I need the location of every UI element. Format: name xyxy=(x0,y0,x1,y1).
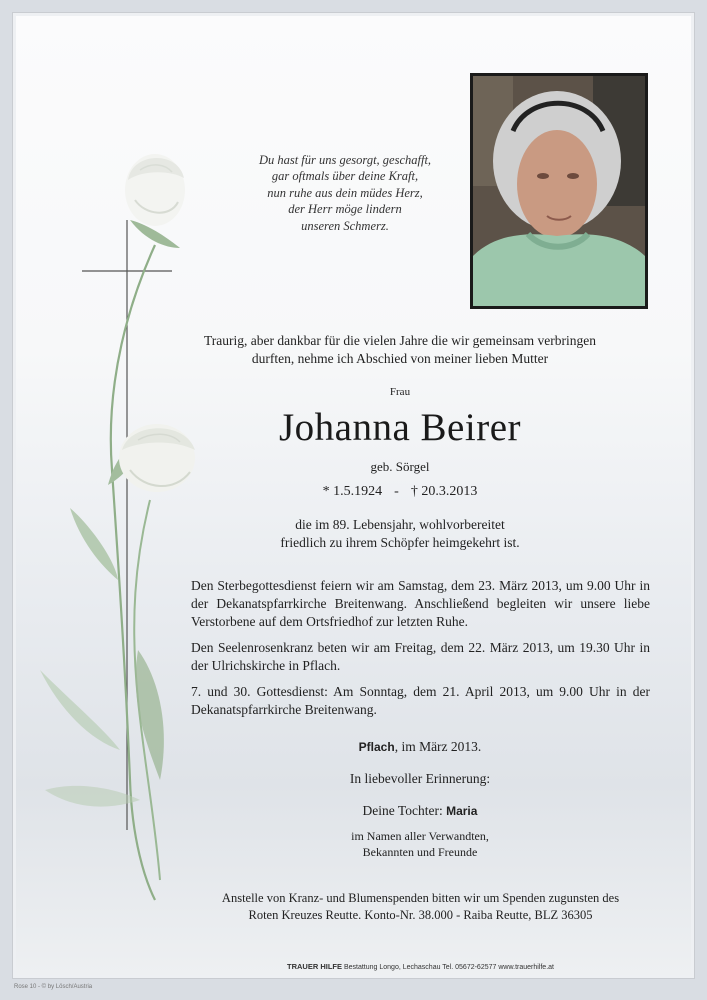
portrait-photo xyxy=(470,73,648,309)
salutation: Frau xyxy=(389,386,411,398)
poem-line: Du hast für uns gesorgt, geschafft, xyxy=(258,153,432,167)
age-line: die im 89. Lebensjahr, wohlvorbereitet xyxy=(295,517,505,532)
death-date: † 20.3.2013 xyxy=(410,484,478,499)
place-date xyxy=(230,738,610,756)
closing-block xyxy=(230,738,610,860)
poem-line: der Herr möge lindern xyxy=(288,202,402,217)
daughter-label: Deine Tochter: xyxy=(362,803,447,818)
memorial-mass-paragraph: 7. und 30. Gottesdienst: Am Sonntag, dem 21. April 2013, um 9.00 Uhr in der Dekanatspfarrkirche Breitenwang. xyxy=(191,684,650,717)
birth-date: * 1.5.1924 xyxy=(322,484,383,499)
poem xyxy=(240,152,450,234)
age-line: friedlich zu ihrem Schöpfer heimgekehrt ist. xyxy=(280,535,520,550)
relatives-line: im Namen aller Verwandten, xyxy=(351,829,489,843)
mourner-line xyxy=(230,802,610,820)
date-separator: - xyxy=(394,484,399,499)
donation-line: Anstelle von Kranz- und Blumenspenden bitten wir um Spenden zugunsten des xyxy=(221,891,620,905)
funeral-service-paragraph: Den Sterbegottesdienst feiern wir am Samstag, dem 23. März 2013, um 9.00 Uhr in der Dekanatspfarrkirche Breitenwang. Anschließend begleiten wir unsere liebe Verstorbene auf dem Ortsfriedhof zur letzten Ruhe. xyxy=(191,578,650,629)
deceased-name: Johanna Beirer xyxy=(279,406,521,449)
daughter-name: Maria xyxy=(446,804,478,818)
rosary-paragraph: Den Seelenrosenkranz beten wir am Freitag, dem 22. März 2013, um 19.30 Uhr in der Ulrichskirche in Pflach. xyxy=(191,640,650,673)
poem-line: nun ruhe aus dein müdes Herz, xyxy=(267,185,423,200)
funeral-home-brand: TRAUER HILFE xyxy=(287,962,343,971)
poem-line: unseren Schmerz. xyxy=(301,218,389,233)
closing-date: , im März 2013. xyxy=(394,739,482,754)
donation-note xyxy=(191,890,650,924)
intro-line: Traurig, aber dankbar für die vielen Jahre die wir gemeinsam verbringen xyxy=(204,333,596,348)
poem-line: gar oftmals über deine Kraft, xyxy=(271,169,419,184)
place: Pflach xyxy=(358,740,395,754)
memory-line: In liebevoller Erinnerung: xyxy=(349,771,491,786)
age-text xyxy=(150,516,650,552)
funeral-home-footer xyxy=(191,962,650,971)
maiden-name: geb. Sörgel xyxy=(370,459,430,474)
relatives-line: Bekannten und Freunde xyxy=(362,845,478,859)
intro-text xyxy=(150,332,650,368)
intro-line: durften, nehme ich Abschied von meiner lieben Mutter xyxy=(251,351,549,366)
design-credit: Rose 10 - © by Lösch/Austria xyxy=(14,984,93,990)
donation-line: Roten Kreuzes Reutte. Konto-Nr. 38.000 - Raiba Reutte, BLZ 36305 xyxy=(248,908,593,922)
funeral-home-details: Bestattung Longo, Lechaschau Tel. 05672-62577 www.trauerhilfe.at xyxy=(342,964,554,971)
service-details xyxy=(191,577,650,727)
life-dates xyxy=(150,484,650,500)
